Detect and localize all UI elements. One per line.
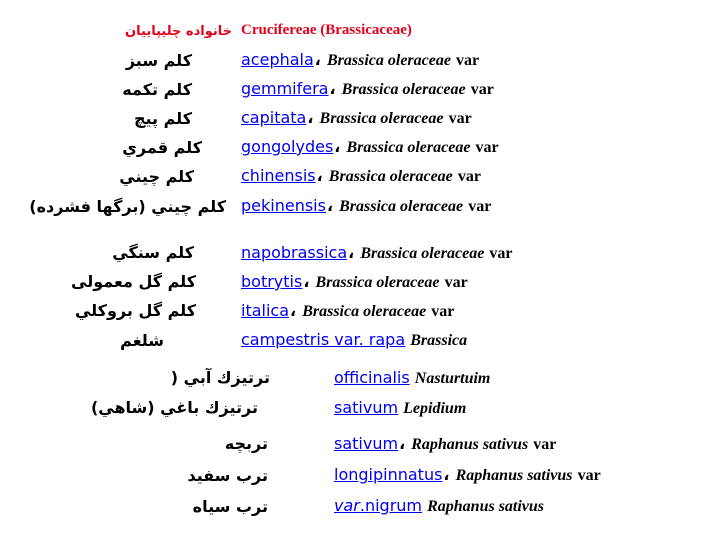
persian-name-italica: كلم گل بروكلي bbox=[74, 301, 196, 320]
var-label: var bbox=[489, 245, 513, 262]
species-link-officinalis[interactable]: officinalis bbox=[334, 368, 410, 387]
binomial-name: Brassica oleraceae bbox=[302, 303, 427, 320]
species-row-botrytis bbox=[241, 272, 468, 292]
species-row-gongolydes bbox=[241, 137, 499, 157]
species-row-capitata bbox=[241, 108, 472, 128]
persian-name-black-radish: ترب سياه bbox=[192, 497, 268, 516]
species-row-gemmifera bbox=[241, 79, 494, 99]
binomial-name: Raphanus sativus bbox=[427, 498, 545, 515]
species-row-acephala bbox=[241, 50, 479, 70]
variety-link-pekinensis[interactable]: pekinensis bbox=[241, 196, 326, 215]
variety-link-chinensis[interactable]: chinensis bbox=[241, 166, 316, 185]
binomial-name: Brassica oleraceae bbox=[315, 274, 440, 291]
variety-link-gongolydes[interactable]: gongolydes bbox=[241, 137, 334, 156]
persian-name-white-radish: ترب سفيد bbox=[187, 466, 268, 485]
separator: ، bbox=[303, 272, 310, 291]
separator: ، bbox=[399, 434, 406, 453]
separator: ، bbox=[329, 79, 336, 98]
variety-link-acephala[interactable]: acephala bbox=[241, 50, 314, 69]
binomial-name: Brassica oleraceae bbox=[319, 110, 444, 127]
separator: ، bbox=[443, 465, 450, 484]
separator: ، bbox=[316, 166, 323, 185]
variety-name: .nigrum bbox=[359, 496, 422, 515]
variety-link-italica[interactable]: italica bbox=[241, 301, 290, 320]
binomial-name: Brassica oleraceae bbox=[346, 139, 471, 156]
var-prefix: var bbox=[334, 496, 360, 515]
species-row-chinensis bbox=[241, 166, 481, 186]
separator: ، bbox=[307, 108, 314, 127]
species-row-napobrassica bbox=[241, 243, 513, 263]
persian-name-acephala: كلم سبز bbox=[125, 51, 192, 70]
species-row-white-radish bbox=[334, 465, 601, 485]
variety-link-sativum[interactable]: sativum bbox=[334, 434, 399, 453]
binomial-name: Brassica oleraceae bbox=[360, 245, 485, 262]
variety-link-longipinnatus[interactable]: longipinnatus bbox=[334, 465, 443, 484]
species-row-radish bbox=[334, 434, 556, 454]
var-label: var bbox=[470, 81, 494, 98]
species-row-italica bbox=[241, 301, 454, 321]
separator: ، bbox=[290, 301, 297, 320]
binomial-name: Brassica oleraceae bbox=[341, 81, 466, 98]
var-label: var bbox=[456, 52, 480, 69]
var-label: var bbox=[448, 110, 472, 127]
genus-name: Lepidium bbox=[403, 400, 467, 417]
genus-name: Nasturtuim bbox=[414, 370, 491, 387]
binomial-name: Brassica oleraceae bbox=[328, 168, 453, 185]
var-label: var bbox=[475, 139, 499, 156]
variety-link-gemmifera[interactable]: gemmifera bbox=[241, 79, 329, 98]
var-label: var bbox=[533, 436, 557, 453]
persian-name-gemmifera: كلم تكمه bbox=[122, 80, 192, 99]
family-scientific-name: Crucifereae (Brassicaceae) bbox=[241, 22, 412, 38]
var-label: var bbox=[444, 274, 468, 291]
species-row-pekinensis bbox=[241, 196, 491, 216]
family-persian-name: خانواده چليپاييان bbox=[125, 24, 232, 39]
species-link-sativum[interactable]: sativum bbox=[334, 398, 399, 417]
species-row-lepidium bbox=[334, 398, 466, 418]
variety-link-capitata[interactable]: capitata bbox=[241, 108, 307, 127]
binomial-name: Raphanus sativus bbox=[455, 467, 573, 484]
variety-link-rapa[interactable]: campestris var. rapa bbox=[241, 330, 406, 349]
persian-name-gongolydes: كلم قمري bbox=[122, 138, 202, 157]
var-label: var bbox=[457, 168, 481, 185]
species-row-rapa bbox=[241, 330, 467, 350]
separator: ، bbox=[334, 137, 341, 156]
persian-name-capitata: كلم پيچ bbox=[133, 109, 192, 128]
persian-name-botrytis: كلم گل معمولی bbox=[71, 272, 196, 291]
separator: ، bbox=[326, 196, 334, 215]
var-label: var bbox=[577, 467, 601, 484]
var-label: var bbox=[468, 198, 492, 215]
persian-name-nasturtium: ترتيزك آبي ( bbox=[170, 368, 270, 387]
persian-name-pekinensis: كلم چيني (برگها فشرده) bbox=[29, 197, 226, 216]
species-row-black-radish bbox=[334, 496, 544, 516]
persian-name-rapa: شلغم bbox=[120, 331, 164, 350]
species-row-nasturtium bbox=[334, 368, 490, 388]
binomial-name: Brassica bbox=[410, 332, 468, 349]
persian-name-napobrassica: كلم سنگي bbox=[112, 243, 194, 262]
variety-link-botrytis[interactable]: botrytis bbox=[241, 272, 303, 291]
persian-name-radish: تربچه bbox=[224, 434, 268, 453]
variety-link-napobrassica[interactable]: napobrassica bbox=[241, 243, 348, 262]
persian-name-chinensis: كلم چيني bbox=[119, 167, 194, 186]
variety-link-nigrum[interactable] bbox=[334, 496, 422, 515]
binomial-name: Brassica oleraceae bbox=[326, 52, 451, 69]
separator: ، bbox=[348, 243, 355, 262]
separator: ، bbox=[314, 50, 321, 69]
binomial-name: Brassica oleraceae bbox=[339, 198, 464, 215]
binomial-name: Raphanus sativus bbox=[411, 436, 529, 453]
var-label: var bbox=[431, 303, 455, 320]
persian-name-lepidium: ترتيزك باغي (شاهي) bbox=[90, 398, 258, 417]
